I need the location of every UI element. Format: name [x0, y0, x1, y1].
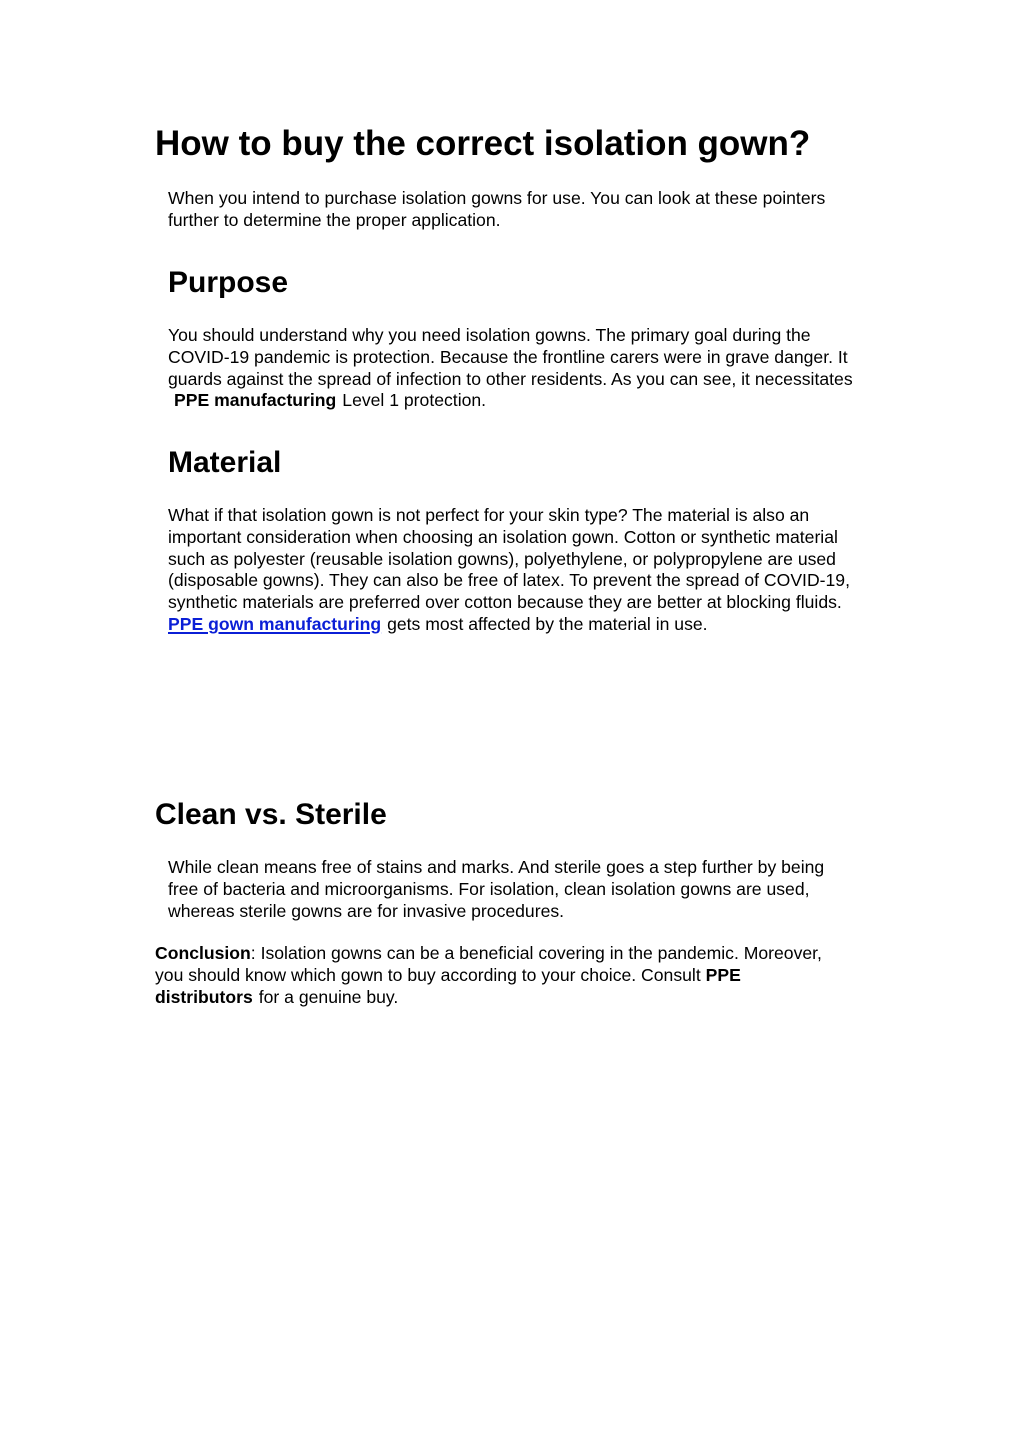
- material-text-before: What if that isolation gown is not perfect for your skin type? The material is also an important consideration when choosing an isolation gown. Cotton or synthetic material such as polyester (reusable isolation gowns), polyethylene, or polypropylene are used (disposable gowns). They can also be free of latex. To prevent the spread of COVID-19, synthetic materials are preferred over cotton because they are better at blocking fluids.: [168, 505, 850, 613]
- clean-sterile-heading: Clean vs. Sterile: [155, 798, 387, 831]
- conclusion-bold-term: PPE distributors: [155, 964, 741, 1007]
- intro-paragraph: When you intend to purchase isolation gowns for use. You can look at these pointers further to determine the proper application.: [168, 188, 826, 230]
- purpose-heading: Purpose: [168, 266, 289, 299]
- material-text-after: gets most affected by the material in use.: [387, 613, 708, 634]
- purpose-bold-term: PPE manufacturing: [174, 390, 337, 411]
- conclusion-text: : Isolation gowns can be a beneficial covering in the pandemic. Moreover, you should know which gown to buy according to your choice. Consult: [155, 943, 822, 985]
- conclusion-text-after: for a genuine buy.: [258, 986, 399, 1007]
- material-heading: Material: [168, 446, 282, 479]
- conclusion-label: Conclusion: [155, 943, 251, 963]
- clean-sterile-paragraph: While clean means free of stains and marks. And sterile goes a step further by being free of bacteria and microorganisms. For isolation, clean isolation gowns are used, whereas sterile gowns are for invasive procedures.: [168, 857, 825, 921]
- ppe-gown-manufacturing-link[interactable]: PPE gown manufacturing: [168, 613, 382, 634]
- purpose-text-after: Level 1 protection.: [342, 390, 487, 411]
- purpose-paragraph: [168, 325, 868, 412]
- page-title: How to buy the correct isolation gown?: [155, 124, 811, 163]
- conclusion-paragraph: [155, 943, 855, 1008]
- material-paragraph: [168, 505, 858, 636]
- purpose-text-before: You should understand why you need isolation gowns. The primary goal during the COVID-19 pandemic is protection. Because the frontline carers were in grave danger. It guards against the spread of infection to other residents. As you can see, it necessitates: [168, 325, 853, 389]
